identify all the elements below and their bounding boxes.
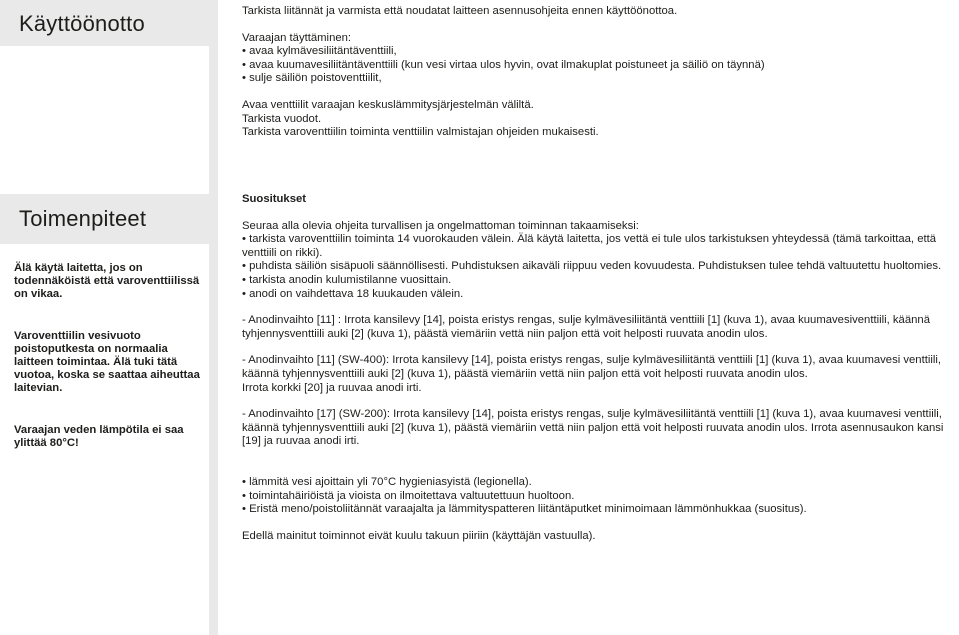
subheading: Suositukset — [242, 193, 307, 205]
text-line: Tarkista liitännät ja varmista että noudatat laitteen asennusohjeita ennen käyttöönottoa. — [242, 5, 678, 17]
bullet-line: • Eristä meno/poistoliitännät varaajalta ja lämmityspatteren liitäntäputket minimoimaan lämmönhukkaa (suositus). — [242, 503, 807, 516]
section-heading-toimenpiteet — [0, 194, 218, 244]
sidebar-divider — [209, 0, 218, 635]
bullet-line: • avaa kylmävesiliitäntäventtiili, — [242, 45, 397, 58]
text-line: Tarkista vuodot. — [242, 112, 322, 125]
toimenpiteet-content — [242, 193, 959, 543]
warning-text: Älä käytä laitetta, jos on todennäköistä että varoventtiilissä on vikaa. — [14, 262, 200, 300]
anode-paragraph: - Anodinvaihto [17] (SW-200): Irrota kansilevy [14], poista eristys rengas, sulje kylmävesiliitäntä venttiili [1] (kuva 1), avaa kuumavesi venttiili, käännä tyhjennysventtiili auki [2] (kuva 1), päästä viemäriin vettä niin paljon että voit helposti ruuvata anodin ulos. Irrota asennusaukon kansi [19] ja ruuvaa anodi irti. — [242, 408, 944, 448]
bullet-line: • puhdista säiliön sisäpuoli säännöllisesti. Puhdistuksen aikaväli riippuu veden kovuudesta. Puhdistuksen tulee tehdä valtuutettu huoltomies. — [242, 260, 942, 273]
bullet-line: • avaa kuumavesiliitäntäventtiili (kun vesi virtaa ulos hyvin, ovat ilmakuplat poistuneet ja säiliö on täynnä) — [242, 58, 765, 71]
anode-paragraph: - Anodinvaihto [11] : Irrota kansilevy [14], poista eristys rengas, sulje kylmävesiliitäntä venttiili [1] (kuva 1), avaa kuumavesiventtiili, käännä tyhjennysventtiili auki [2] (kuva 1), päästä viemäriin vettä niin paljon että voit helposti ruuvata anodin ulos. — [242, 314, 930, 340]
footer-note: Edellä mainitut toiminnot eivät kuulu takuun piiriin (käyttäjän vastuulla). — [242, 529, 596, 542]
bullet-line: • lämmitä vesi ajoittain yli 70°C hygieniasyistä (legionella). — [242, 475, 532, 488]
section-heading-kayttoonotto — [0, 0, 218, 46]
text-line: Tarkista varoventtiilin toiminta venttiilin valmistajan ohjeiden mukaisesti. — [242, 126, 599, 139]
warning-text: Varaajan veden lämpötila ei saa ylittää 80°C! — [14, 424, 184, 449]
warning-text: Varoventtiilin vesivuoto poistoputkesta on normaalia laitteen toimintaa. Älä tuki tätä vuotoa, koska se saattaa aiheuttaa laitevian. — [14, 330, 200, 394]
bullet-line: • tarkista anodin kulumistilanne vuosittain. — [242, 273, 452, 286]
kayttoonotto-content — [242, 5, 959, 140]
bullet-line: • anodi on vaihdettava 18 kuukauden välein. — [242, 287, 464, 300]
text-line: Avaa venttiilit varaajan keskuslämmitysjärjestelmän väliltä. — [242, 98, 534, 111]
text-line: Varaajan täyttäminen: — [242, 31, 352, 44]
section-title: Käyttöönotto — [19, 11, 145, 36]
bullet-line: • toimintahäiriöistä ja vioista on ilmoitettava valtuutettuun huoltoon. — [242, 489, 575, 502]
bullet-line: • sulje säiliön poistoventtiilit, — [242, 72, 382, 85]
anode-paragraph: - Anodinvaihto [11] (SW-400): Irrota kansilevy [14], poista eristys rengas, sulje kylmävesiliitäntä venttiili [1] (kuva 1), avaa kuumavesi venttiili, käännä tyhjennysventtiili auki [2] (kuva 1), päästä viemäriin vettä niin paljon että voit helposti ruuvata anodin ulos. — [242, 354, 942, 380]
bullet-line: • tarkista varoventtiilin toiminta 14 vuorokauden välein. Älä käytä laitetta, jos vettä ei tule ulos tarkistuksen yhteydessä (tämä tarkoittaa, että venttiili on rikki). — [242, 233, 937, 259]
anode-paragraph: Irrota korkki [20] ja ruuvaa anodi irti. — [242, 381, 422, 394]
intro-text: Seuraa alla olevia ohjeita turvallisen ja ongelmattoman toiminnan takaamiseksi: — [242, 219, 639, 232]
section-title: Toimenpiteet — [19, 206, 147, 231]
